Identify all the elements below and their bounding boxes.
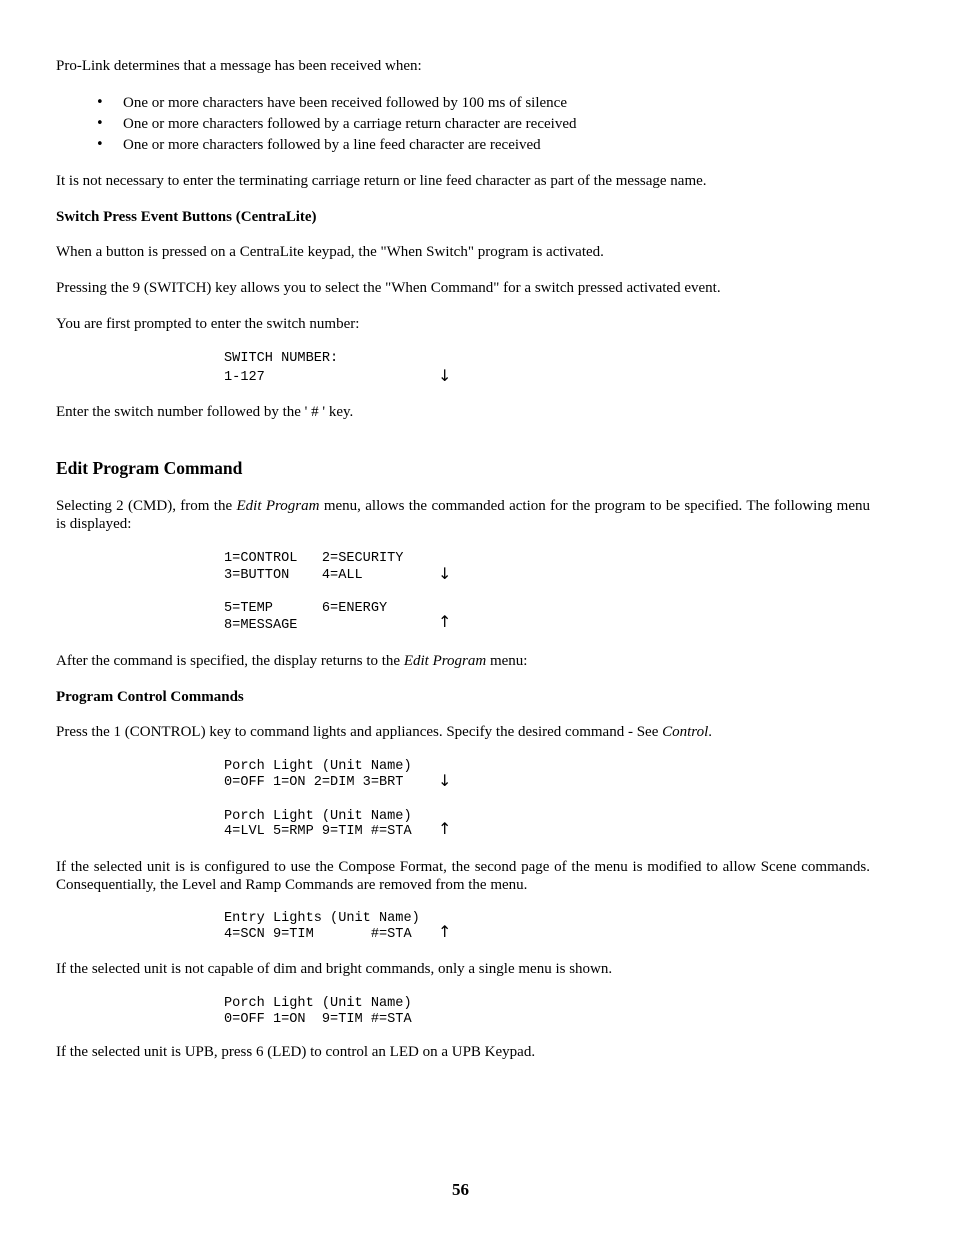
display-line: 3=BUTTON 4=ALL: [224, 568, 363, 583]
up-arrow-icon: ↑: [438, 922, 452, 941]
display-line: 5=TEMP 6=ENERGY: [224, 601, 388, 616]
paragraph: After the command is specified, the display returns to the Edit Program menu:: [56, 653, 528, 669]
display-line: 1-127: [224, 370, 265, 385]
display-line: 4=LVL 5=RMP 9=TIM #=STA: [224, 824, 412, 839]
bullet-icon: •: [96, 116, 104, 131]
paragraph: It is not necessary to enter the terminating carriage return or line feed character as part of the message name.: [56, 173, 707, 189]
display-line: Porch Light (Unit Name): [224, 759, 412, 774]
bullet-item: One or more characters followed by a carriage return character are received: [123, 116, 577, 132]
paragraph: Selecting 2 (CMD), from the Edit Program menu, allows the commanded action for the program to be specified. The following menu is displayed:: [56, 498, 870, 532]
paragraph: Press the 1 (CONTROL) key to command lights and appliances. Specify the desired command - See Control.: [56, 724, 712, 740]
paragraph: You are first prompted to enter the switch number:: [56, 316, 360, 332]
up-arrow-icon: ↑: [438, 612, 452, 631]
down-arrow-icon: ↓: [438, 564, 452, 583]
paragraph: When a button is pressed on a CentraLite keypad, the "When Switch" program is activated.: [56, 244, 604, 260]
display-line: Porch Light (Unit Name): [224, 809, 412, 824]
display-line: 1=CONTROL 2=SECURITY: [224, 551, 404, 566]
paragraph: If the selected unit is not capable of dim and bright commands, only a single menu is shown.: [56, 961, 613, 977]
down-arrow-icon: ↓: [438, 771, 452, 790]
bullet-icon: •: [96, 95, 104, 110]
paragraph: If the selected unit is is configured to use the Compose Format, the second page of the menu is modified to allow Scene commands. Consequentially, the Level and Ramp Commands are removed from the menu.: [56, 859, 870, 893]
paragraph: If the selected unit is UPB, press 6 (LED) to control an LED on a UPB Keypad.: [56, 1044, 536, 1060]
page-number: 56: [452, 1180, 469, 1199]
display-line: SWITCH NUMBER:: [224, 351, 339, 366]
display-line: Entry Lights (Unit Name): [224, 911, 420, 926]
display-line: Porch Light (Unit Name): [224, 996, 412, 1011]
display-line: 0=OFF 1=ON 2=DIM 3=BRT: [224, 775, 404, 790]
paragraph: Enter the switch number followed by the ' # ' key.: [56, 404, 354, 420]
up-arrow-icon: ↑: [438, 819, 452, 838]
section-heading: Program Control Commands: [56, 689, 244, 705]
section-heading: Edit Program Command: [56, 458, 243, 478]
bullet-icon: •: [96, 137, 104, 152]
intro-text: Pro-Link determines that a message has been received when:: [56, 58, 422, 74]
display-line: 4=SCN 9=TIM #=STA: [224, 927, 412, 942]
paragraph: Pressing the 9 (SWITCH) key allows you to select the "When Command" for a switch pressed activated event.: [56, 280, 721, 296]
bullet-item: One or more characters have been received followed by 100 ms of silence: [123, 95, 567, 111]
display-line: 8=MESSAGE: [224, 618, 298, 633]
section-heading: Switch Press Event Buttons (CentraLite): [56, 209, 317, 225]
display-line: 0=OFF 1=ON 9=TIM #=STA: [224, 1012, 412, 1027]
down-arrow-icon: ↓: [438, 366, 452, 385]
bullet-item: One or more characters followed by a line feed character are received: [123, 137, 541, 153]
